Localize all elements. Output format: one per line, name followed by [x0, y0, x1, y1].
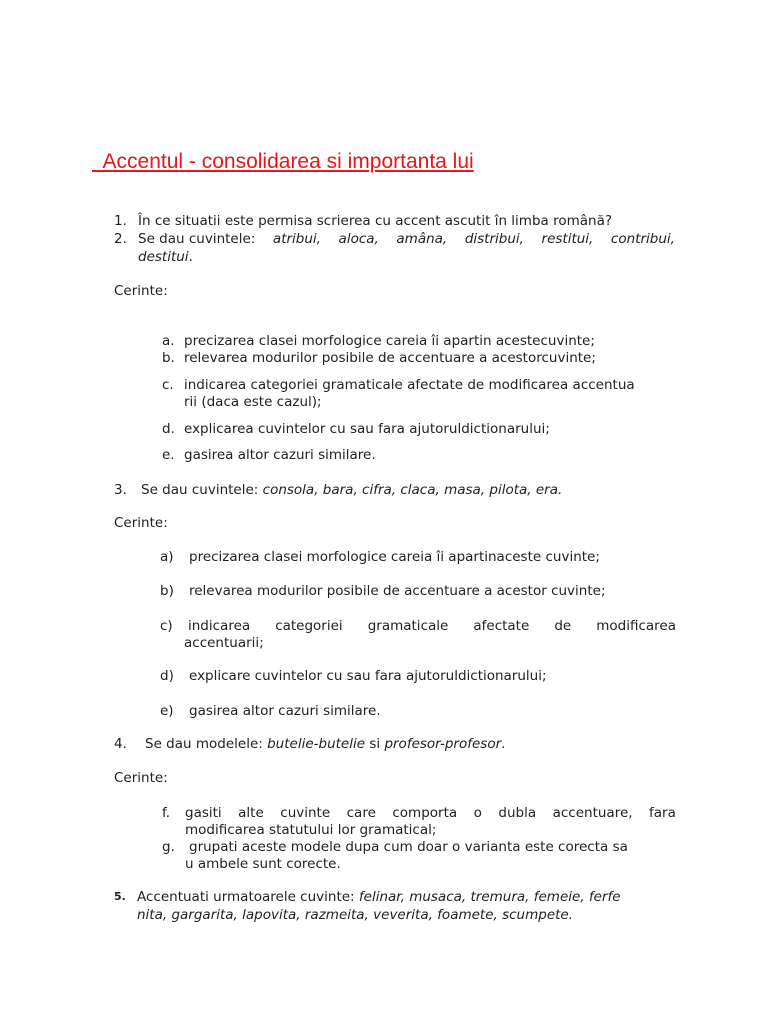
question-number: 3.: [114, 482, 127, 498]
word-list: nita, gargarita, lapovita, razmeita, veverita, foamete, scumpete.: [137, 907, 574, 923]
item-text: relevarea modurilor posibile de accentuare a acestor cuvinte;: [189, 583, 606, 599]
question-text: În ce situatii este permisa scrierea cu accent ascutit în limba română?: [138, 213, 613, 229]
word: fara: [649, 805, 676, 821]
question-prefix: Se dau cuvintele:: [141, 482, 259, 498]
item-letter: c): [160, 618, 173, 634]
word: gasiti: [185, 805, 222, 821]
item-letter: g.: [162, 839, 175, 855]
question-number: 2.: [114, 231, 127, 247]
punctuation: .: [188, 249, 193, 265]
word: aloca,: [338, 231, 379, 247]
requirements-label: Cerinte:: [114, 770, 168, 786]
question-text: [141, 481, 562, 499]
item-text: explicarea cuvintelor cu sau fara ajutoruldictionarului;: [184, 421, 550, 437]
question-text: [137, 888, 621, 906]
item-text: explicare cuvintelor cu sau fara ajutoruldictionarului;: [189, 668, 547, 684]
punctuation: .: [501, 736, 506, 752]
item-letter: b.: [162, 350, 175, 366]
item-letter: e.: [162, 447, 175, 463]
item-text: gasirea altor cazuri similare.: [184, 447, 376, 463]
word: care: [346, 805, 376, 821]
word: contribui,: [610, 231, 675, 247]
question-prefix: Se dau cuvintele:: [138, 231, 256, 247]
question-2: [114, 230, 675, 266]
word-list: consola, bara, cifra, claca, masa, pilota, era.: [262, 482, 563, 498]
word: amâna,: [396, 231, 448, 247]
model-word: butelie-butelie: [267, 736, 366, 752]
question-text-line: [138, 248, 193, 266]
question-prefix: Accentuati urmatoarele cuvinte:: [137, 889, 355, 905]
word: restitui,: [541, 231, 594, 247]
question-number: 1.: [114, 213, 127, 229]
item-text: gasirea altor cazuri similare.: [189, 703, 381, 719]
item-letter: a): [160, 549, 174, 565]
item-letter: f.: [162, 805, 171, 821]
item-text: accentuarii;: [184, 635, 264, 651]
connector: si: [369, 736, 381, 752]
word: alte: [238, 805, 264, 821]
word: comporta: [392, 805, 458, 821]
question-number: 4.: [114, 736, 127, 752]
word: accentuare,: [552, 805, 633, 821]
requirements-label: Cerinte:: [114, 515, 168, 531]
requirement-item: [160, 617, 676, 653]
word: dubla: [498, 805, 537, 821]
item-text: relevarea modurilor posibile de accentuare a acestorcuvinte;: [184, 350, 596, 366]
word: destitui: [138, 249, 189, 265]
item-text: rii (daca este cazul);: [184, 394, 322, 410]
word: de: [554, 618, 572, 634]
item-text: precizarea clasei morfologice careia îi apartinaceste cuvinte;: [189, 549, 600, 565]
item-letter: b): [160, 583, 174, 599]
word: distribui,: [464, 231, 524, 247]
item-letter: a.: [162, 333, 175, 349]
item-text: modificarea statutului lor gramatical;: [185, 822, 437, 838]
item-text: indicarea categoriei gramaticale afectate de modificarea accentua: [184, 377, 635, 393]
word-list: felinar, musaca, tremura, femeie, ferfe: [358, 889, 621, 905]
item-text: precizarea clasei morfologice careia îi apartin acestecuvinte;: [184, 333, 595, 349]
word: afectate: [473, 618, 530, 634]
item-text: grupati aceste modele dupa cum doar o varianta este corecta sa: [189, 839, 628, 855]
question-text: [145, 735, 505, 753]
word: gramaticale: [367, 618, 449, 634]
item-text-line: [185, 804, 676, 822]
requirements-label: Cerinte:: [114, 283, 168, 299]
item-text-line: [188, 617, 676, 635]
item-letter: c.: [162, 377, 174, 393]
item-letter: d): [160, 668, 174, 684]
model-word: profesor-profesor: [384, 736, 502, 752]
question-number: 5.: [114, 890, 126, 903]
item-letter: d.: [162, 421, 175, 437]
word: o: [473, 805, 482, 821]
requirement-item: [162, 804, 676, 840]
word: cuvinte: [280, 805, 331, 821]
word: indicarea: [188, 618, 251, 634]
item-text: u ambele sunt corecte.: [185, 856, 341, 872]
page-title: Accentul - consolidarea si importanta lui: [92, 150, 474, 173]
word: atribui,: [272, 231, 321, 247]
question-prefix: Se dau modelele:: [145, 736, 263, 752]
item-letter: e): [160, 703, 174, 719]
question-text-line: [138, 230, 675, 248]
word: categoriei: [275, 618, 343, 634]
word: modificarea: [596, 618, 676, 634]
